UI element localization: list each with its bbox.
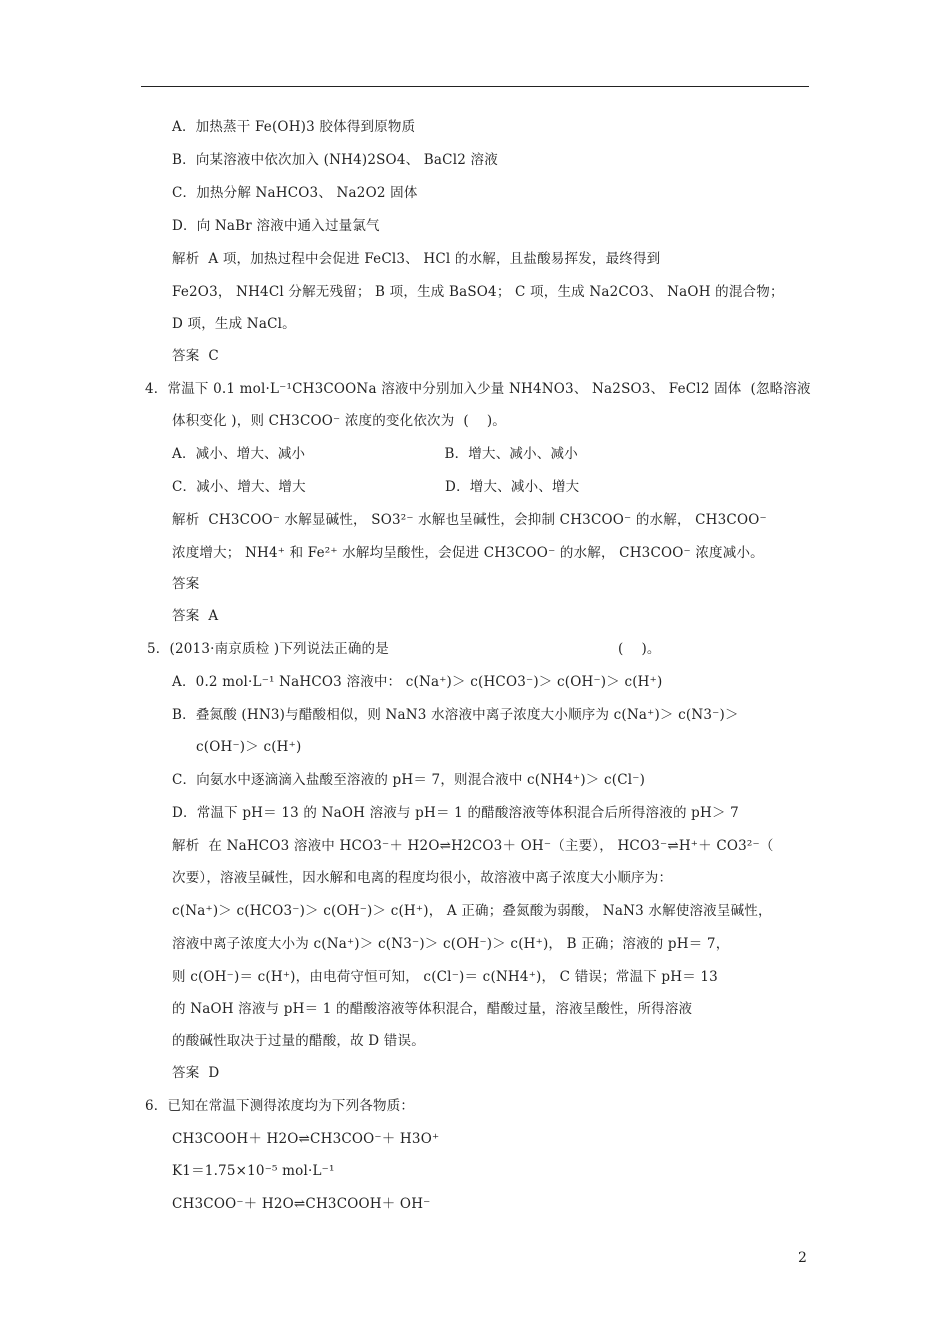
option-line: C．减小、增大、增大 D．增大、减小、增大 <box>172 479 580 495</box>
answer-line: 答案 D <box>172 1065 220 1081</box>
text-line: Fe2O3， NH4Cl 分解无残留； B 项，生成 BaSO4； C 项，生成 Na2CO3、 NaOH 的混合物； <box>172 284 784 300</box>
text-line: 浓度增大； NH4⁺ 和 Fe²⁺ 水解均呈酸性，会促进 CH3COO⁻ 的水解， CH3COO⁻ 浓度减小。 <box>172 545 764 561</box>
answer-line: 答案 A <box>172 608 219 624</box>
option-line: D．常温下 pH＝ 13 的 NaOH 溶液与 pH＝ 1 的醋酸溶液等体积混合后所得溶液的 pH＞ 7 <box>172 805 739 821</box>
question-line: 6．已知在常温下测得浓度均为下列各物质： <box>145 1098 415 1114</box>
text-line: c(OH⁻)＞ c(H⁺) <box>196 739 302 755</box>
option-line: A．0.2 mol·L⁻¹ NaHCO3 溶液中： c(Na⁺)＞ c(HCO3⁻)＞ c(OH⁻)＞ c(H⁺) <box>172 674 663 690</box>
text-line: 解析 在 NaHCO3 溶液中 HCO3⁻＋ H2O⇌H2CO3＋ OH⁻（主要）， HCO3⁻⇌H⁺＋ CO3²⁻（ <box>172 838 774 854</box>
text-line: B．向某溶液中依次加入 (NH4)2SO4、 BaCl2 溶液 <box>172 152 498 168</box>
text-line: c(Na⁺)＞ c(HCO3⁻)＞ c(OH⁻)＞ c(H⁺)， A 正确；叠氮酸为弱酸， NaN3 水解使溶液呈碱性， <box>172 903 772 919</box>
option-line: C．向氨水中逐滴滴入盐酸至溶液的 pH＝ 7，则混合液中 c(NH4⁺)＞ c(Cl⁻) <box>172 772 646 788</box>
text-line: 则 c(OH⁻)＝ c(H⁺)，由电荷守恒可知， c(Cl⁻)＝ c(NH4⁺)， C 错误；常温下 pH＝ 13 <box>172 969 718 985</box>
text-line: 体积变化 )，则 CH3COO⁻ 浓度的变化依次为 ( )。 <box>172 413 507 429</box>
text-line: 的 NaOH 溶液与 pH＝ 1 的醋酸溶液等体积混合，醋酸过量，溶液呈酸性，所得溶液 <box>172 1001 693 1017</box>
text-line: 解析 CH3COO⁻ 水解显碱性， SO3²⁻ 水解也呈碱性，会抑制 CH3COO⁻ 的水解， CH3COO⁻ <box>172 512 767 528</box>
question-line: 5．(2013·南京质检 )下列说法正确的是 ( )。 <box>147 641 661 657</box>
text-line: C．加热分解 NaHCO3、 Na2O2 固体 <box>172 185 418 201</box>
equation-line: CH3COOH＋ H2O⇌CH3COO⁻＋ H3O⁺ <box>172 1131 440 1147</box>
answer-line: 答案 C <box>172 348 219 364</box>
option-line: B．叠氮酸 (HN3)与醋酸相似，则 NaN3 水溶液中离子浓度大小顺序为 c(Na⁺)＞ c(N3⁻)＞ <box>172 707 739 723</box>
text-line: 次要），溶液呈碱性，因水解和电离的程度均很小，故溶液中离子浓度大小顺序为： <box>172 870 673 886</box>
option-line: A．减小、增大、减小 B．增大、减小、减小 <box>172 446 578 462</box>
question-line: 4．常温下 0.1 mol·L⁻¹CH3COONa 溶液中分别加入少量 NH4NO3、 Na2SO3、 FeCl2 固体 (忽略溶液 <box>145 381 811 397</box>
header-rule <box>141 86 809 87</box>
text-line: 的酸碱性取决于过量的醋酸，故 D 错误。 <box>172 1033 425 1049</box>
text-line: 答案 <box>172 576 200 592</box>
text-line: 溶液中离子浓度大小为 c(Na⁺)＞ c(N3⁻)＞ c(OH⁻)＞ c(H⁺)， B 正确；溶液的 pH＝ 7， <box>172 936 730 952</box>
text-line: A．加热蒸干 Fe(OH)3 胶体得到原物质 <box>172 119 416 135</box>
text-line: 解析 A 项，加热过程中会促进 FeCl3、 HCl 的水解，且盐酸易挥发，最终得到 <box>172 251 661 267</box>
text-line: D．向 NaBr 溶液中通入过量氯气 <box>172 218 380 234</box>
text-line: D 项，生成 NaCl。 <box>172 316 296 332</box>
equation-line: CH3COO⁻＋ H2O⇌CH3COOH＋ OH⁻ <box>172 1196 431 1212</box>
equation-line: K1＝1.75×10⁻⁵ mol·L⁻¹ <box>172 1163 335 1179</box>
page-number: 2 <box>798 1250 807 1266</box>
